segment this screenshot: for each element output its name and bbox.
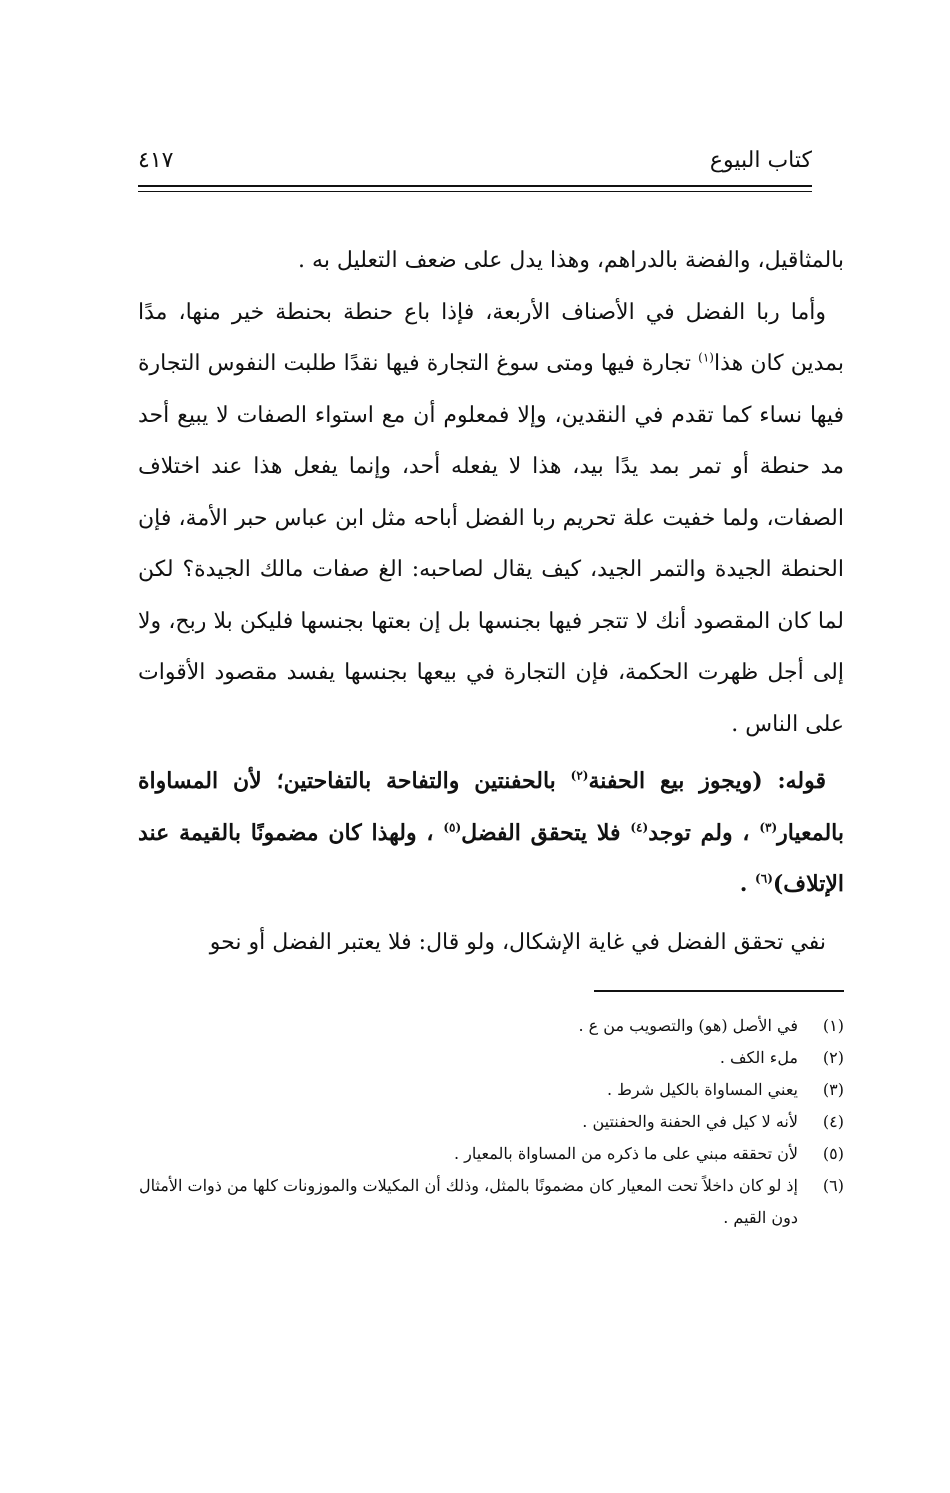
quote-text-e: ، ولهذا كان مضمونًا بالقيمة عند الإتلاف) bbox=[138, 819, 844, 897]
footnote-number: (٣) bbox=[822, 1080, 844, 1099]
footnote-number: (٢) bbox=[822, 1048, 844, 1067]
header-rule-thin bbox=[138, 191, 812, 192]
footnote-item bbox=[138, 1138, 844, 1170]
footnote-item bbox=[138, 1074, 844, 1106]
paragraph-2-text-a: وأما ربا الفضل في الأصناف الأربعة، فإذا باع حنطة بحنطة خير منها، مدًا بمدين كان هذا bbox=[138, 299, 844, 376]
footnote-text: يعني المساواة بالكيل شرط . bbox=[606, 1080, 798, 1099]
paragraph-2 bbox=[138, 287, 844, 751]
footnote-separator bbox=[594, 990, 844, 992]
footnote-item bbox=[138, 1010, 844, 1042]
paragraph-1: بالمثاقيل، والفضة بالدراهم، وهذا يدل على ضعف التعليل به . bbox=[298, 248, 844, 273]
page-header bbox=[138, 148, 812, 178]
footnote-ref-3: (٣) bbox=[759, 820, 778, 835]
footnote-ref-6: (٦) bbox=[755, 871, 773, 886]
footnote-ref-5: (٥) bbox=[443, 820, 462, 835]
footnote-ref-1: (١) bbox=[698, 350, 714, 365]
paragraph-2-text-b: تجارة فيها ومتى سوغ التجارة فيها نقدًا طلبت النفوس التجارة فيها نساء كما تقدم في النقدين، وإلا فمعلوم أن مع استواء الصفات لا يبيع أحد مد حنطة أو تمر بمد يدًا بيد، هذا لا يفعله أحد، وإنما يفعل هذا عند اختلاف الصفات، ولما خفيت علة تحريم ربا الفضل أباحه مثل ابن عباس حبر الأمة، فإن الحنطة الجيدة والتمر الجيد، كيف يقال لصاحبه: الغ صفات مالك الجيدة؟ لكن لما كان المقصود أنك لا تتجر فيها بجنسها بل إن بعتها بجنسها فليكن بلا ربح، ولا إلى أجل ظهرت الحكمة، فإن التجارة في بيعها بجنسها يفسد مقصود الأقوات على الناس . bbox=[138, 351, 844, 737]
footnote-text: إذ لو كان داخلاً تحت المعيار كان مضمونًا بالمثل، وذلك أن المكيلات والموزونات كلها من ذوات الأمثال دون القيم . bbox=[138, 1176, 798, 1227]
footnote-text: ملء الكف . bbox=[719, 1048, 798, 1067]
paragraph-3: نفي تحقق الفضل في غاية الإشكال، ولو قال: فلا يعتبر الفضل أو نحو bbox=[209, 929, 826, 955]
footnote-number: (٦) bbox=[822, 1176, 844, 1195]
quoted-matn bbox=[138, 756, 844, 911]
main-text bbox=[138, 235, 844, 968]
footnote-text: لأن تحققه مبني على ما ذكره من المساواة بالمعيار . bbox=[453, 1144, 798, 1163]
quote-text-c: ، ولم توجد bbox=[648, 819, 760, 846]
quote-text-d: فلا يتحقق الفضل bbox=[461, 819, 631, 846]
footnotes bbox=[138, 1010, 844, 1234]
running-title: كتاب البيوع bbox=[709, 148, 812, 173]
page-number: ٤١٧ bbox=[138, 148, 174, 173]
quote-text-f: . bbox=[739, 871, 756, 897]
footnote-item bbox=[138, 1042, 844, 1074]
footnote-number: (٤) bbox=[822, 1112, 844, 1131]
footnote-number: (١) bbox=[822, 1016, 844, 1035]
footnote-ref-2: (٢) bbox=[570, 768, 589, 783]
quote-text-a: قوله: (ويجوز بيع الحفنة bbox=[588, 768, 827, 794]
header-rule-thick bbox=[138, 185, 812, 187]
footnote-item bbox=[138, 1170, 844, 1234]
quote-text-b: بالحفنتين والتفاحة بالتفاحتين؛ لأن المساواة بالمعيار bbox=[138, 768, 844, 846]
footnote-item bbox=[138, 1106, 844, 1138]
footnote-ref-4: (٤) bbox=[630, 820, 649, 835]
footnote-text: في الأصل (هو) والتصويب من ع . bbox=[578, 1016, 798, 1035]
footnote-text: لأنه لا كيل في الحفنة والحفنتين . bbox=[582, 1112, 798, 1131]
footnote-number: (٥) bbox=[822, 1144, 844, 1163]
